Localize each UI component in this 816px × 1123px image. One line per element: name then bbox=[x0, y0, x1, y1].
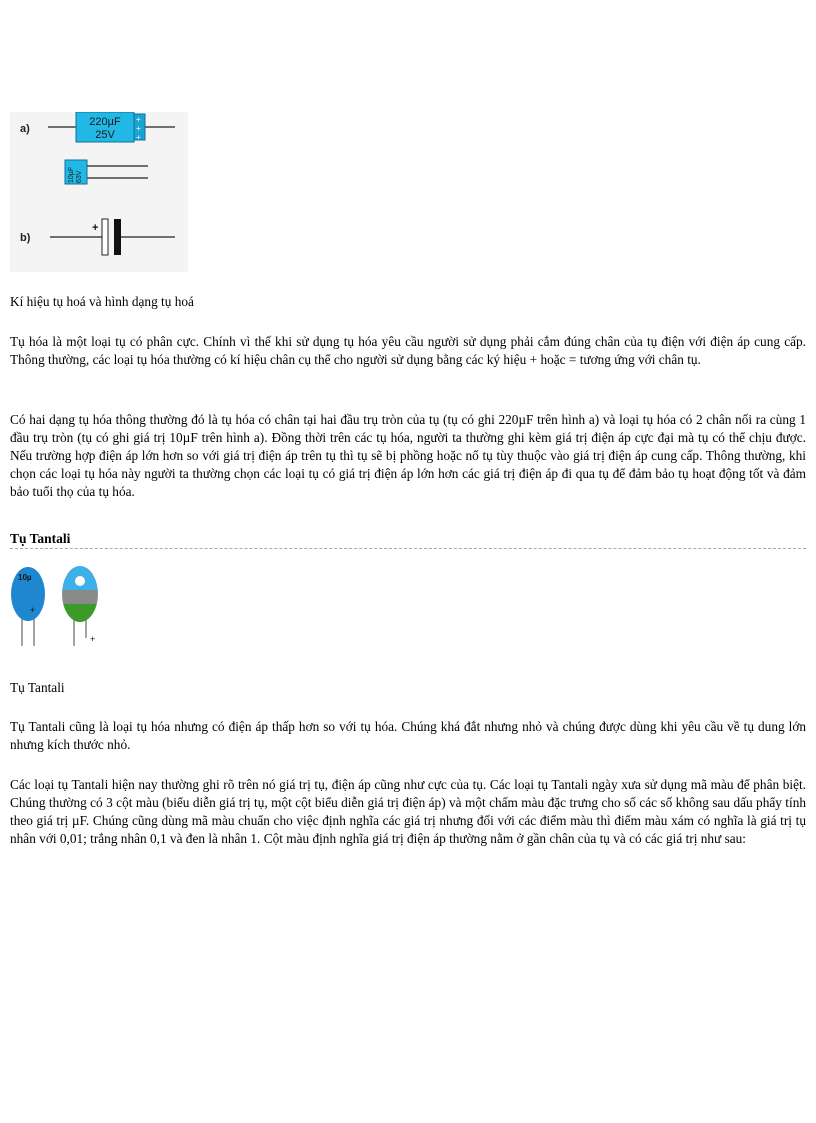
paragraph-polarity: Tụ hóa là một loại tụ có phân cực. Chính vì thế khi sử dụng tụ hóa yêu cầu người sử dụng phải cắm đúng chân của tụ điện với điện áp cung cấp. Thông thường, các loại tụ hóa thường có kí hiệu chân cụ thể cho người sử dụng bằng các ký hiệu + hoặc = tương ứng với chân tụ. bbox=[10, 334, 806, 367]
radial-capacitor-10uf bbox=[65, 160, 148, 184]
section-heading-tantalum: Tụ Tantali bbox=[10, 531, 71, 546]
svg-text:+: + bbox=[136, 133, 141, 142]
svg-text:+: + bbox=[92, 222, 99, 234]
electrolytic-capacitor-figure bbox=[10, 112, 188, 272]
svg-text:63V: 63V bbox=[76, 170, 83, 183]
section-divider bbox=[10, 548, 806, 549]
svg-text:220µF: 220µF bbox=[89, 116, 121, 128]
svg-text:10µF: 10µF bbox=[68, 166, 75, 183]
svg-text:+: + bbox=[136, 115, 141, 124]
paragraph-tantalum-color-code: Các loại tụ Tantali hiện nay thường ghi rõ trên nó giá trị tụ, điện áp cũng như cực của tụ. Các loại tụ Tantali ngày xưa sử dụng mã màu để phân biệt. Chúng thường có 3 cột màu (biểu diễn giá trị tụ, một cột biểu diễn giá trị điện áp) và một chấm màu đặc trưng cho số các số không sau dấu phẩy tính theo giá trị µF. Chúng cũng dùng mã màu chuẩn cho việc định nghĩa các giá trị nhưng đối với các điểm màu thì điểm màu xám có nghĩa là giá trị tụ nhân với 0,01; trắng nhân 0,1 và đen là nhân 1. Cột màu định nghĩa giá trị điện áp thường nằm ở gần chân của tụ và có các giá trị như sau: bbox=[10, 777, 806, 846]
paragraph-types: Có hai dạng tụ hóa thông thường đó là tụ hóa có chân tại hai đầu trụ tròn của tụ (tụ có ghi 220µF trên hình a) và loại tụ hóa có 2 chân nối ra cùng 1 đầu trụ tròn (tụ có ghi giá trị 10µF trên hình a). Đồng thời trên các tụ hóa, người ta thường ghi kèm giá trị điện áp cực đại mà tụ có thể chịu được. Nếu trường hợp điện áp lớn hơn so với giá trị điện áp trên tụ thì tụ sẽ bị phồng hoặc nổ tụ tùy thuộc vào giá trị điện áp cung cấp. Thông thường, khi chọn các loại tụ hóa này người ta thường chọn các loại tụ có giá trị điện áp lớn hơn các giá trị điện áp đi qua tụ để đảm bảo tụ hoạt động tốt và đảm bảo tuổi thọ của tụ hóa. bbox=[10, 412, 806, 499]
svg-text:10µ: 10µ bbox=[18, 573, 32, 582]
paragraph-tantalum-intro: Tụ Tantali cũng là loại tụ hóa nhưng có điện áp thấp hơn so với tụ hóa. Chúng khá đắt nhưng nhỏ và chúng được dùng khi yêu cầu về tụ dung lớn nhưng kích thước nhỏ. bbox=[10, 719, 806, 752]
figure-caption-tantalum: Tụ Tantali bbox=[10, 680, 65, 695]
tantalum-capacitor-figure bbox=[8, 566, 104, 646]
svg-text:25V: 25V bbox=[95, 129, 115, 141]
polarized-capacitor-symbol bbox=[50, 219, 175, 255]
figure-caption-electrolytic: Kí hiệu tụ hoá và hình dạng tụ hoá bbox=[10, 294, 194, 309]
figure-label-a: a) bbox=[20, 123, 30, 135]
svg-text:+: + bbox=[30, 605, 36, 615]
figure-label-b: b) bbox=[20, 232, 31, 244]
axial-capacitor-220uf bbox=[76, 112, 145, 142]
tantalum-capacitor-color-coded bbox=[58, 566, 102, 646]
tantalum-capacitor-blue bbox=[11, 567, 45, 646]
svg-text:+: + bbox=[136, 124, 141, 133]
svg-text:+: + bbox=[90, 634, 96, 644]
